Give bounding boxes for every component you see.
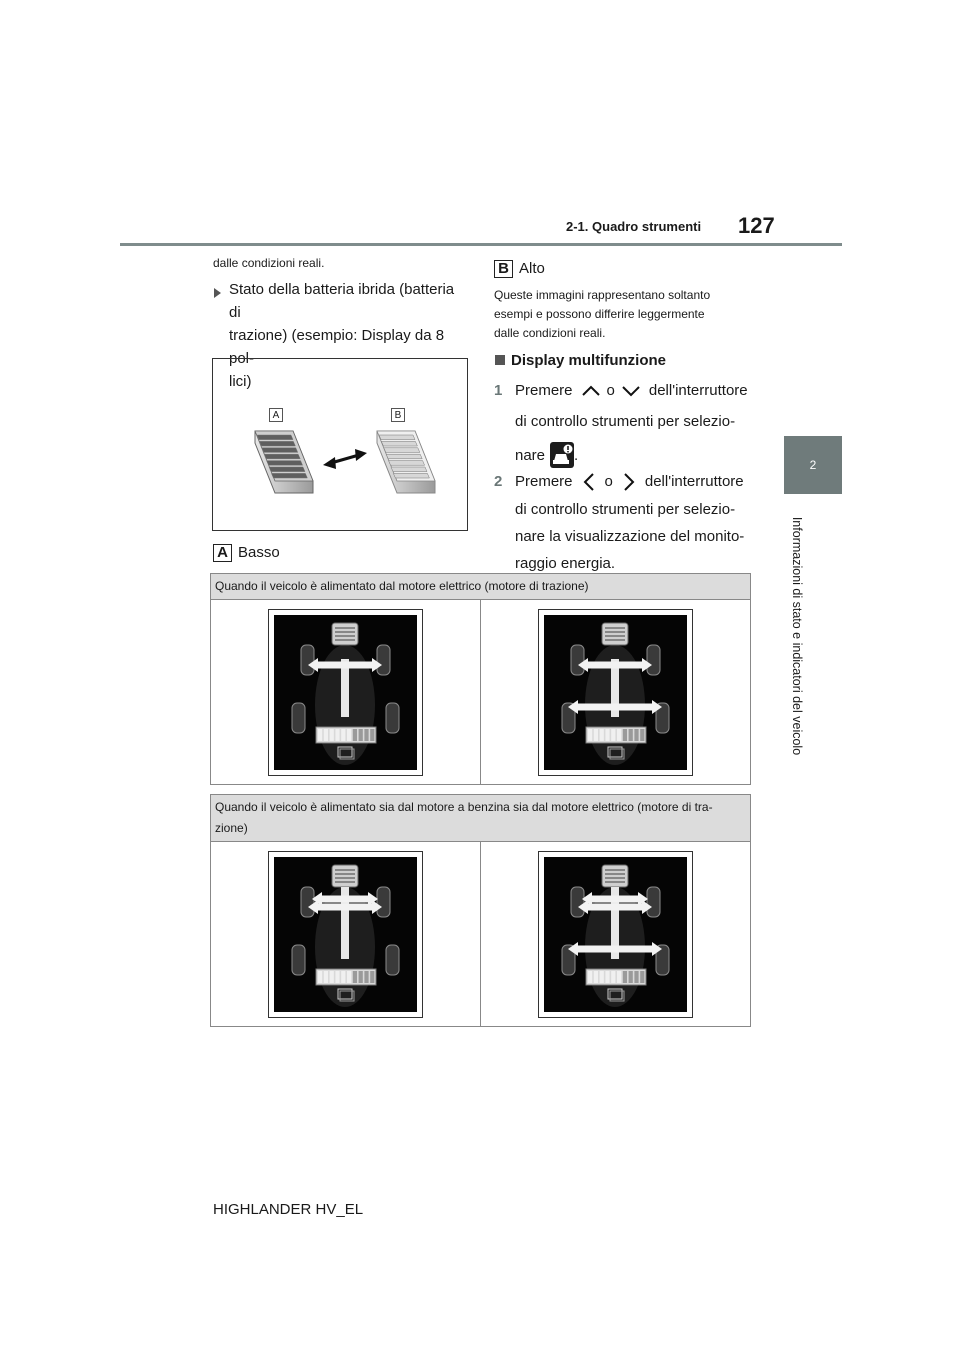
engine-icon bbox=[602, 865, 628, 887]
energy-monitor-image bbox=[268, 851, 423, 1018]
step-1-text: Premere o dell'interruttore di controllo strumenti per selezio- nare . bbox=[515, 379, 765, 468]
chapter-title-vertical bbox=[788, 505, 806, 767]
engine-icon bbox=[332, 623, 358, 645]
battery-cell bbox=[389, 461, 425, 466]
letter-a-badge: A bbox=[213, 544, 232, 562]
step-number-2: 2 bbox=[494, 473, 503, 490]
wheel-icon bbox=[301, 645, 314, 675]
figure-label-b: B bbox=[391, 408, 405, 422]
header-rule bbox=[120, 243, 842, 246]
page-number: 127 bbox=[738, 213, 775, 238]
energy-flow-table-electric bbox=[210, 573, 751, 785]
wheel-icon bbox=[571, 887, 584, 917]
table-header: Quando il veicolo è alimentato sia dal motore a benzina sia dal motore elettrico (motore di tra- zione) bbox=[211, 795, 751, 842]
table-cell bbox=[211, 600, 481, 785]
battery-cell bbox=[384, 448, 420, 453]
wheel-icon bbox=[386, 703, 399, 733]
wheel-icon bbox=[647, 887, 660, 917]
intro-text: dalle condizioni reali. bbox=[213, 256, 325, 270]
table-cell bbox=[481, 842, 751, 1027]
battery-low-icon bbox=[255, 431, 313, 493]
figure-label-a: A bbox=[269, 408, 283, 422]
wheel-icon bbox=[301, 887, 314, 917]
chevron-right-icon bbox=[615, 471, 641, 493]
note-text: Queste immagini rappresentano soltanto esempi e possono differire leggermente dalle condizioni reali. bbox=[494, 288, 711, 340]
caption-b: B Alto bbox=[494, 257, 545, 280]
battery-cell bbox=[381, 441, 417, 446]
engine-icon bbox=[332, 865, 358, 887]
wheel-icon bbox=[292, 945, 305, 975]
wheel-icon bbox=[647, 645, 660, 675]
bullet-text: Stato della batteria ibrida (batteria di trazione) (esempio: Display da 8 pol- lici) bbox=[229, 281, 455, 390]
wheel-icon bbox=[377, 887, 390, 917]
section-title: 2-1. Quadro strumenti bbox=[566, 219, 702, 234]
battery-cell bbox=[267, 461, 303, 466]
battery-high-icon bbox=[377, 431, 435, 493]
chevron-left-icon bbox=[577, 471, 603, 493]
chapter-tab[interactable] bbox=[784, 436, 842, 494]
energy-flow-table-hybrid bbox=[210, 794, 751, 1027]
battery-cell bbox=[391, 467, 427, 472]
table-header: Quando il veicolo è alimentato dal motore elettrico (motore di trazione) bbox=[211, 574, 751, 600]
battery-cell bbox=[262, 448, 298, 453]
battery-cell bbox=[386, 454, 422, 459]
car-warning-icon bbox=[550, 442, 574, 468]
energy-monitor-image bbox=[538, 609, 693, 776]
battery-cell bbox=[393, 473, 429, 478]
hybrid-battery-icon bbox=[316, 727, 376, 743]
step-number-1: 1 bbox=[494, 382, 503, 399]
chevron-down-icon bbox=[617, 383, 645, 399]
battery-cell bbox=[379, 435, 415, 440]
battery-cell bbox=[271, 473, 307, 478]
engine-icon bbox=[602, 623, 628, 645]
battery-cell bbox=[264, 454, 300, 459]
chevron-up-icon bbox=[577, 383, 605, 399]
wheel-icon bbox=[292, 703, 305, 733]
hybrid-battery-icon bbox=[586, 727, 646, 743]
heading-square-icon bbox=[495, 355, 505, 365]
section-heading: Display multifunzione bbox=[511, 352, 667, 369]
wheel-icon bbox=[377, 645, 390, 675]
wheel-icon bbox=[386, 945, 399, 975]
energy-monitor-image bbox=[268, 609, 423, 776]
table-cell bbox=[481, 600, 751, 785]
battery-illustration bbox=[243, 425, 443, 501]
model-code: HIGHLANDER HV_EL bbox=[213, 1201, 364, 1218]
bullet-arrow-icon bbox=[214, 288, 221, 298]
energy-monitor-image bbox=[538, 851, 693, 1018]
battery-cell bbox=[259, 441, 295, 446]
wheel-icon bbox=[571, 645, 584, 675]
letter-b-badge: B bbox=[494, 260, 513, 278]
chapter-number: 2 bbox=[809, 458, 817, 472]
hybrid-battery-icon bbox=[586, 969, 646, 985]
battery-cell bbox=[269, 467, 305, 472]
step-2-text: Premere o dell'interruttore di controllo strumenti per selezio- nare la visualizzazione del monito- raggio energia. bbox=[515, 470, 765, 575]
battery-cell bbox=[257, 435, 293, 440]
chapter-title: Informazioni di stato e indicatori del veicolo bbox=[790, 516, 804, 756]
double-arrow-icon bbox=[323, 449, 367, 469]
table-cell bbox=[211, 842, 481, 1027]
battery-status-figure bbox=[212, 358, 468, 531]
caption-a: A Basso bbox=[213, 541, 280, 564]
hybrid-battery-icon bbox=[316, 969, 376, 985]
